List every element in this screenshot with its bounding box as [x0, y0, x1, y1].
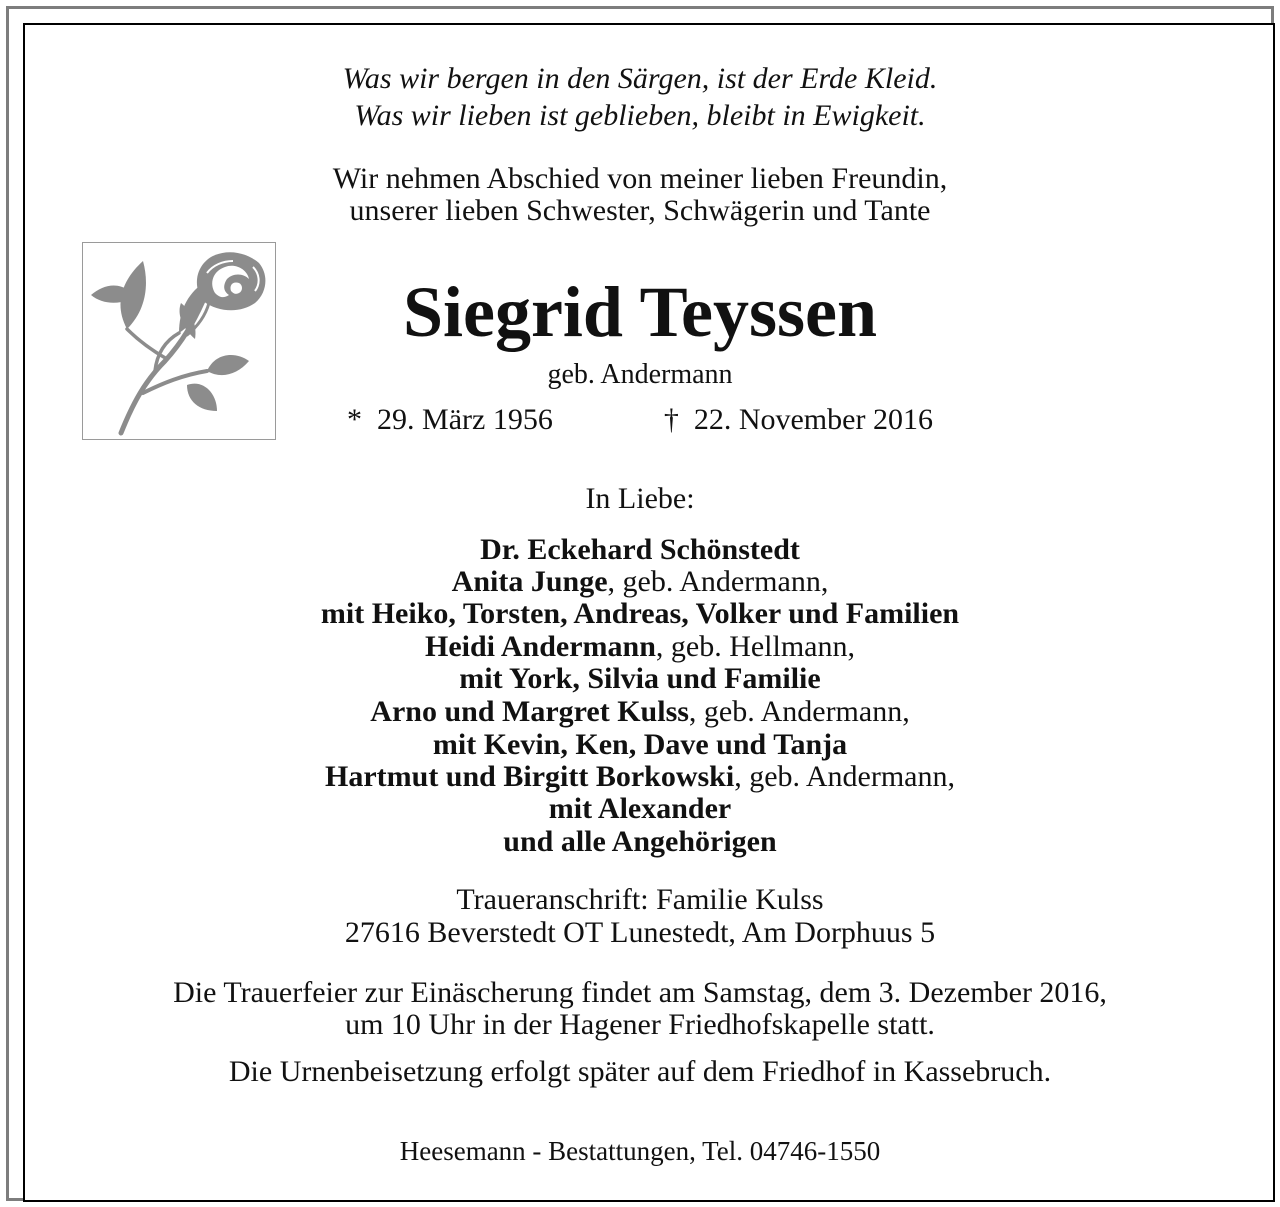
ceremony-line-2: um 10 Uhr in der Hagener Friedhofskapelle statt.	[345, 1008, 935, 1041]
motto-line-2: Was wir lieben ist geblieben, bleibt in Ewigkeit.	[354, 99, 926, 132]
deceased-name: Siegrid Teyssen	[402, 272, 878, 352]
address-line-1: Traueranschrift: Familie Kulss	[456, 883, 824, 916]
mourner-line: mit Heiko, Torsten, Andreas, Volker und Familien	[320, 597, 960, 630]
mourner-line: Hartmut und Birgitt Borkowski, geb. Andermann,	[325, 760, 955, 793]
death-symbol: †	[663, 403, 679, 436]
maiden-name: geb. Andermann	[547, 359, 733, 390]
mourner-line: mit York, Silvia und Familie	[459, 662, 821, 695]
mourner-line: und alle Angehörigen	[503, 825, 777, 858]
ceremony-line-1: Die Trauerfeier zur Einäscherung findet am Samstag, dem 3. Dezember 2016,	[173, 976, 1107, 1009]
burial-info: Die Urnenbeisetzung erfolgt später auf dem Friedhof in Kassebruch.	[228, 1055, 1052, 1088]
mourner-line: mit Kevin, Ken, Dave und Tanja	[432, 728, 848, 761]
motto-line-1: Was wir bergen in den Särgen, ist der Erde Kleid.	[342, 62, 938, 95]
address-line-2: 27616 Beverstedt OT Lunestedt, Am Dorphuus 5	[344, 916, 936, 949]
intro-line-2: unserer lieben Schwester, Schwägerin und Tante	[349, 194, 931, 227]
intro-line-1: Wir nehmen Abschied von meiner lieben Freundin,	[332, 162, 948, 195]
mourner-line: Anita Junge, geb. Andermann,	[451, 565, 829, 598]
undertaker-info: Heesemann - Bestattungen, Tel. 04746-1550	[399, 1136, 881, 1166]
mourner-line: Arno und Margret Kulss, geb. Andermann,	[370, 695, 910, 728]
mourners-heading: In Liebe:	[585, 482, 695, 515]
birth-date: 29. März 1956	[377, 403, 553, 436]
mourner-line: Heidi Andermann, geb. Hellmann,	[425, 630, 855, 663]
mourner-line: mit Alexander	[548, 792, 732, 825]
mourner-line: Dr. Eckehard Schönstedt	[480, 533, 800, 566]
death-date: 22. November 2016	[693, 403, 933, 436]
life-dates	[0, 402, 1280, 438]
birth-symbol: *	[347, 403, 363, 436]
